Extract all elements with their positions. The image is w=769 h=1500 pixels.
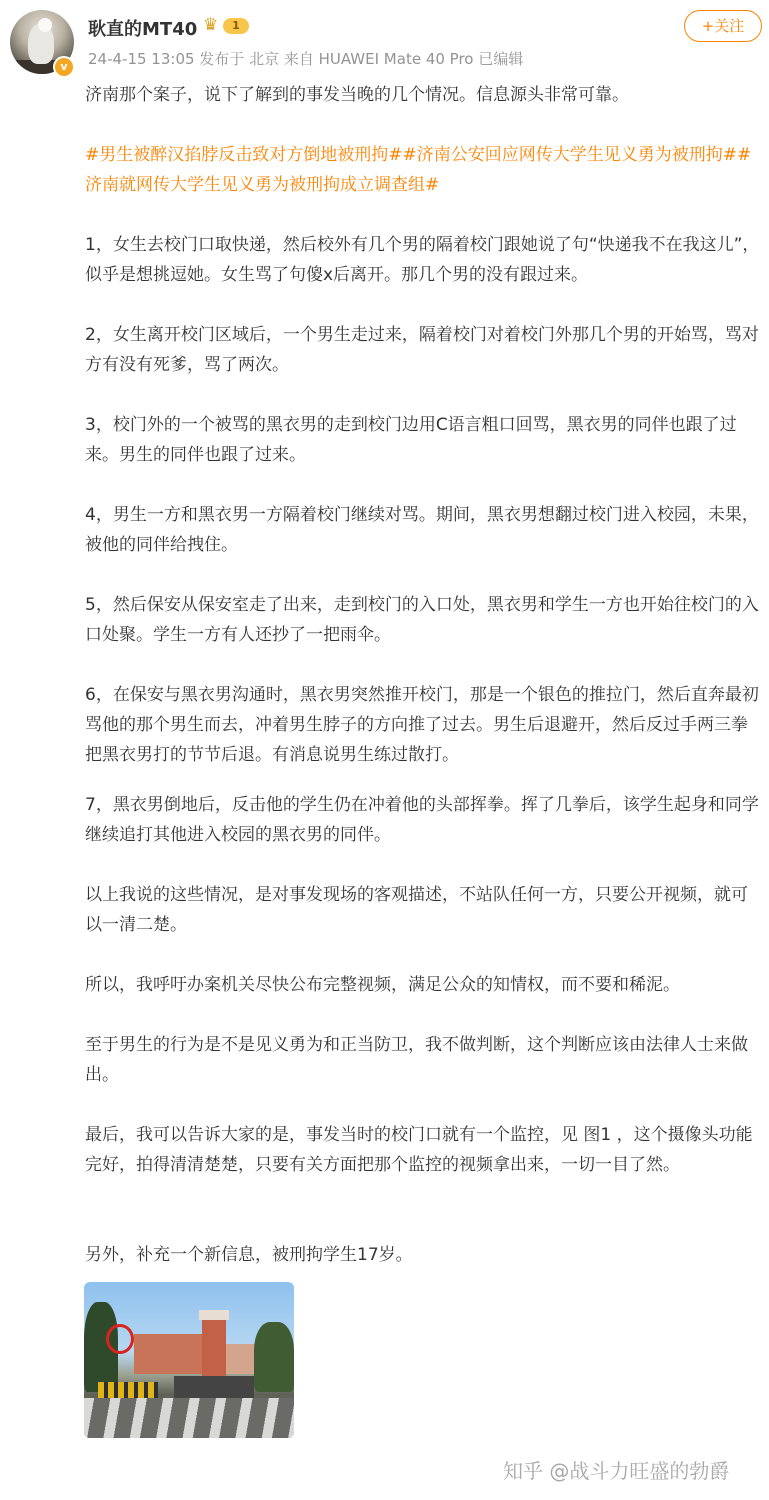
topic-tags[interactable]: #男生被醉汉掐脖反击致对方倒地被刑拘##济南公安回应网传大学生见义勇为被刑拘##济南就网传大学生见义勇为被刑拘成立调查组#	[85, 145, 752, 195]
building	[134, 1334, 204, 1374]
paragraph: 济南那个案子，说下了解到的事发当晚的几个情况。信息源头非常可靠。	[85, 85, 629, 105]
follow-button[interactable]: +关注	[684, 10, 762, 42]
level-badge: 1	[223, 18, 249, 34]
crown-icon: ♛	[203, 15, 219, 35]
tree	[254, 1322, 294, 1392]
paragraph: 5，然后保安从保安室走了出来，走到校门的入口处，黑衣男和学生一方也开始往校门的入口处聚。学生一方有人还抄了一把雨伞。	[85, 595, 759, 645]
road	[84, 1398, 294, 1438]
paragraph: 4，男生一方和黑衣男一方隔着校门继续对骂。期间，黑衣男想翻过校门进入校园，未果，被他的同伴给拽住。	[85, 505, 759, 555]
gate	[174, 1376, 254, 1398]
barrier	[98, 1382, 158, 1398]
verified-icon: v	[53, 56, 75, 78]
post-meta: 24-4-15 13:05 发布于 北京 来自 HUAWEI Mate 40 Pro 已编辑	[88, 50, 524, 68]
tower	[202, 1318, 226, 1378]
paragraph: 3，校门外的一个被骂的黑衣男的走到校门边用C语言粗口回骂，黑衣男的同伴也跟了过来。男生的同伴也跟了过来。	[85, 415, 737, 465]
post-header	[0, 0, 769, 80]
camera-circle-annotation	[106, 1324, 134, 1354]
paragraph: 至于男生的行为是不是见义勇为和正当防卫，我不做判断，这个判断应该由法律人士来做出。	[85, 1035, 748, 1085]
paragraph: 7，黑衣男倒地后，反击他的学生仍在冲着他的头部挥拳。挥了几拳后，该学生起身和同学继续追打其他进入校园的黑衣男的同伴。	[85, 795, 759, 845]
username[interactable]: 耿直的MT40	[88, 19, 198, 40]
paragraph: 以上我说的这些情况，是对事发现场的客观描述，不站队任何一方，只要公开视频，就可以一清二楚。	[85, 885, 748, 935]
paragraph: 另外，补充一个新信息，被刑拘学生17岁。	[85, 1245, 413, 1265]
paragraph: 6，在保安与黑衣男沟通时，黑衣男突然推开校门，那是一个银色的推拉门，然后直奔最初骂他的那个男生而去，冲着男生脖子的方向推了过去。男生后退避开，然后反过手两三拳把黑衣男打的节节后退。有消息说男生练过散打。	[85, 685, 759, 765]
school-gate-photo[interactable]	[84, 1282, 294, 1438]
watermark: 知乎 @战斗力旺盛的勃爵	[503, 1459, 730, 1483]
paragraph: 1，女生去校门口取快递，然后校外有几个男的隔着校门跟她说了句“快递我不在我这儿”，似乎是想挑逗她。女生骂了句傻x后离开。那几个男的没有跟过来。	[85, 235, 760, 285]
paragraph: 所以，我呼吁办案机关尽快公布完整视频，满足公众的知情权，而不要和稀泥。	[85, 975, 680, 995]
paragraph: 2，女生离开校门区域后，一个男生走过来，隔着校门对着校门外那几个男的开始骂，骂对方有没有死爹，骂了两次。	[85, 325, 759, 375]
paragraph: 最后，我可以告诉大家的是，事发当时的校门口就有一个监控，见 图1 ，这个摄像头功能完好，拍得清清楚楚，只要有关方面把那个监控的视频拿出来，一切一目了然。	[85, 1125, 753, 1175]
